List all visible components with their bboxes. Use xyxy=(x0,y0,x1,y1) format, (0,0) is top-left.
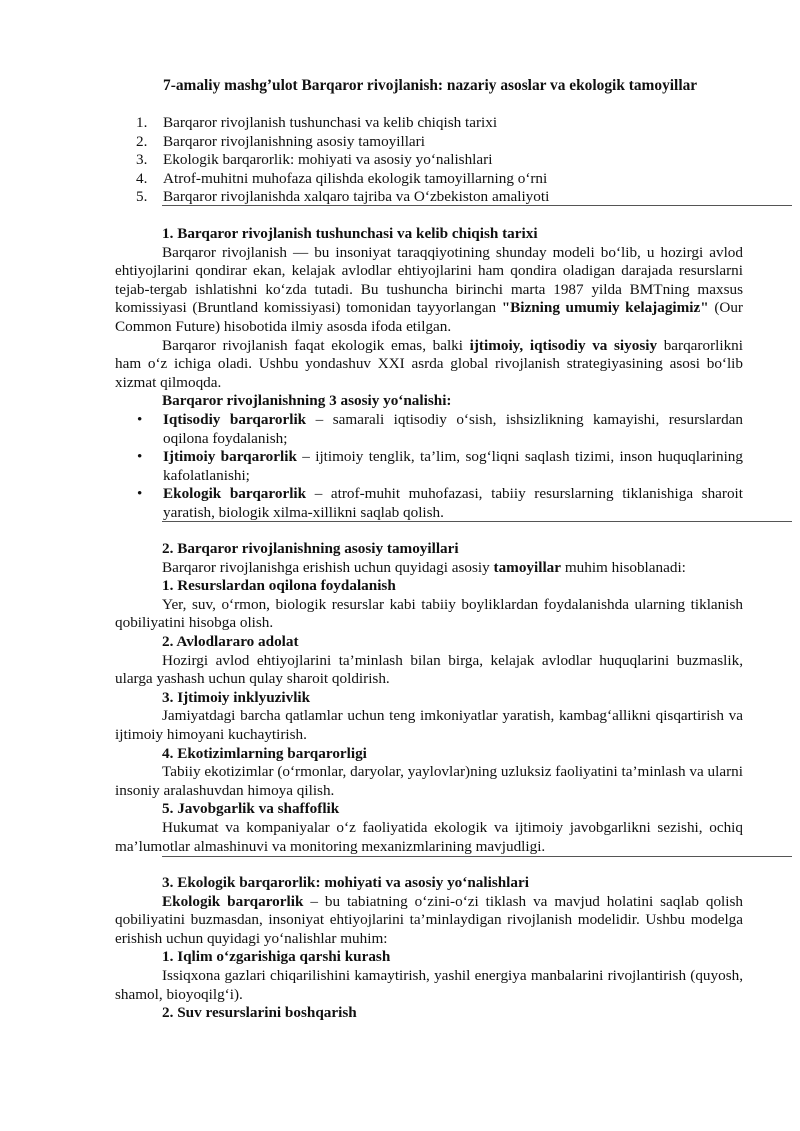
toc-text: Barqaror rivojlanishning asosiy tamoyillari xyxy=(163,132,425,150)
toc-item xyxy=(136,151,549,170)
table-of-contents xyxy=(136,114,549,207)
text-run: – bu tabiatning o‘zini-o‘zi tiklash va mavjud holatini saqlab qolish qobiliyatini buzmasdan, insoniyat ehtiyojlarini ta’minlaydigan rivojlanish modelidir. Ushbu modelga erishish uchun quyidagi yo‘nalishlar muhim: xyxy=(115,892,743,947)
text-run: muhim hisoblanadi: xyxy=(561,558,686,576)
principle-text: Hozirgi avlod ehtiyojlarini ta’minlash bilan birga, kelajak avlodlar huquqlarini buzmaslik, ularga yashash uchun qulay sharoit qoldirish. xyxy=(115,651,743,688)
bullet-icon: • xyxy=(137,410,143,428)
section-1-paragraph-1 xyxy=(115,244,743,337)
direction-text: Issiqxona gazlari chiqarilishini kamaytirish, yashil energiya manbalarini rivojlantirish (quyosh, shamol, bioyoqilg‘i). xyxy=(115,966,743,1003)
report-title-bold: "Bizning umumiy kelajagimiz" xyxy=(501,299,709,317)
section-1-heading: 1. Barqaror rivojlanish tushunchasi va kelib chiqish tarixi xyxy=(162,225,538,242)
bullet-item xyxy=(115,448,743,485)
principle-text: Jamiyatdagi barcha qatlamlar uchun teng imkoniyatlar yaratish, kambag‘allikni qisqartirish va ijtimoiy himoyani kuchaytirish. xyxy=(115,707,743,743)
bullet-term: Ekologik barqarorlik xyxy=(163,485,307,503)
bullet-text: – ijtimoiy tenglik, ta’lim, sog‘liqni saqlash tizimi, inson huquqlarining kafolatlanishi; xyxy=(163,448,743,484)
section-2-heading: 2. Barqaror rivojlanishning asosiy tamoyillari xyxy=(162,540,459,557)
principle-text: Tabiiy ekotizimlar (o‘rmonlar, daryolar, yaylovlar)ning uzluksiz faoliyatini ta’minlash va ularni insoniy aralashuvdan himoya qilish. xyxy=(115,763,743,799)
bullet-item xyxy=(115,411,743,448)
toc-number: 2. xyxy=(136,132,148,150)
section-1 xyxy=(115,225,743,523)
bullet-term: Ijtimoiy barqarorlik xyxy=(163,448,297,466)
direction-heading: 1. Iqlim o‘zgarishiga qarshi kurash xyxy=(162,948,391,966)
section-3-heading: 3. Ekologik barqarorlik: mohiyati va asosiy yo‘nalishlari xyxy=(162,874,529,891)
toc-number: 1. xyxy=(136,114,148,131)
emphasis-bold: ijtimoiy, iqtisodiy va siyosiy xyxy=(469,336,658,354)
emphasis-bold: Ekologik barqarorlik xyxy=(162,892,304,910)
text-run: Barqaror rivojlanishga erishish uchun quyidagi asosiy xyxy=(162,558,494,576)
section-2-intro xyxy=(115,559,743,578)
emphasis-bold: tamoyillar xyxy=(493,558,562,576)
principle-heading: 4. Ekotizimlarning barqarorligi xyxy=(162,744,367,762)
toc-item xyxy=(136,170,549,189)
section-1-subheading: Barqaror rivojlanishning 3 asosiy yo‘nalishi: xyxy=(162,392,452,410)
bullet-term: Iqtisodiy barqarorlik xyxy=(163,410,307,428)
document-title: 7-amaliy mashg’ulot Barqaror rivojlanish: nazariy asoslar va ekologik tamoyillar xyxy=(163,77,698,94)
section-3 xyxy=(115,874,743,1023)
toc-number: 3. xyxy=(136,151,148,169)
toc-number: 5. xyxy=(136,188,148,206)
principle-heading: 5. Javobgarlik va shaffoflik xyxy=(162,800,340,818)
principle-heading: 2. Avlodlararo adolat xyxy=(162,632,299,650)
section-divider xyxy=(162,856,792,857)
toc-text: Ekologik barqarorlik: mohiyati va asosiy yo‘nalishlari xyxy=(163,151,493,169)
section-divider xyxy=(162,521,792,522)
section-divider xyxy=(162,205,792,206)
toc-item xyxy=(136,133,549,152)
text-run: (Our Common Future) hisobotida ilmiy asosda ifoda etilgan. xyxy=(115,299,743,335)
text-run: Barqaror rivojlanish faqat ekologik emas, balki xyxy=(162,336,470,354)
toc-text: Barqaror rivojlanish tushunchasi va kelib chiqish tarixi xyxy=(163,114,498,131)
toc-number: 4. xyxy=(136,169,148,187)
principle-text: Hukumat va kompaniyalar o‘z faoliyatida ekologik va ijtimoiy javobgarlikni sezishi, ochiq ma’lumotlar almashinuvi va monitoring mexanizmlarining mavjudligi. xyxy=(115,818,743,855)
bullet-icon: • xyxy=(137,485,143,503)
bullet-item xyxy=(115,485,743,522)
principle-heading: 1. Resurslardan oqilona foydalanish xyxy=(162,577,396,595)
bullet-text: – samarali iqtisodiy o‘sish, ishsizlikning kamayishi, resurslardan oqilona foydalanish; xyxy=(163,410,743,447)
principle-text: Yer, suv, o‘rmon, biologik resurslar kabi tabiiy boyliklardan foydalanishda ularning tiklanish qobiliyatini hisobga olish. xyxy=(115,595,743,632)
direction-heading: 2. Suv resurslarini boshqarish xyxy=(162,1004,357,1022)
principle-heading: 3. Ijtimoiy inklyuzivlik xyxy=(162,688,311,706)
toc-text: Atrof-muhitni muhofaza qilishda ekologik tamoyillarning o‘rni xyxy=(163,169,548,187)
toc-item xyxy=(136,114,549,133)
bullet-text: – atrof-muhit muhofazasi, tabiiy resurslarning tiklanishiga sharoit yaratish, biologik xilma-xillikni saqlab qolish. xyxy=(163,485,743,521)
section-3-intro xyxy=(115,893,743,949)
section-1-paragraph-2 xyxy=(115,337,743,393)
text-run: barqarorlikni ham o‘z ichiga oladi. Ushbu yondashuv XXI asrda global rivojlanish strategiyasining asosi bo‘lib xizmat qilmoqda. xyxy=(115,336,743,391)
toc-text: Barqaror rivojlanishda xalqaro tajriba va O‘zbekiston amaliyoti xyxy=(163,188,550,206)
bullet-icon: • xyxy=(137,448,143,466)
section-2 xyxy=(115,540,743,856)
text-run: Barqaror rivojlanish — bu insoniyat taraqqiyotining shunday modeli bo‘lib, u hozirgi avlod ehtiyojlarini qondirar ekan, kelajak avlodlar ehtiyojlarini ham qondira oladigan darajada resurslarni tejab-tergab ishlatishni ko‘zda tutadi. Bu tushuncha birinchi marta 1987 yilda BMTning maxsus komissiyasi (Bruntland komissiyasi) tomonidan tayyorlangan xyxy=(115,243,743,317)
